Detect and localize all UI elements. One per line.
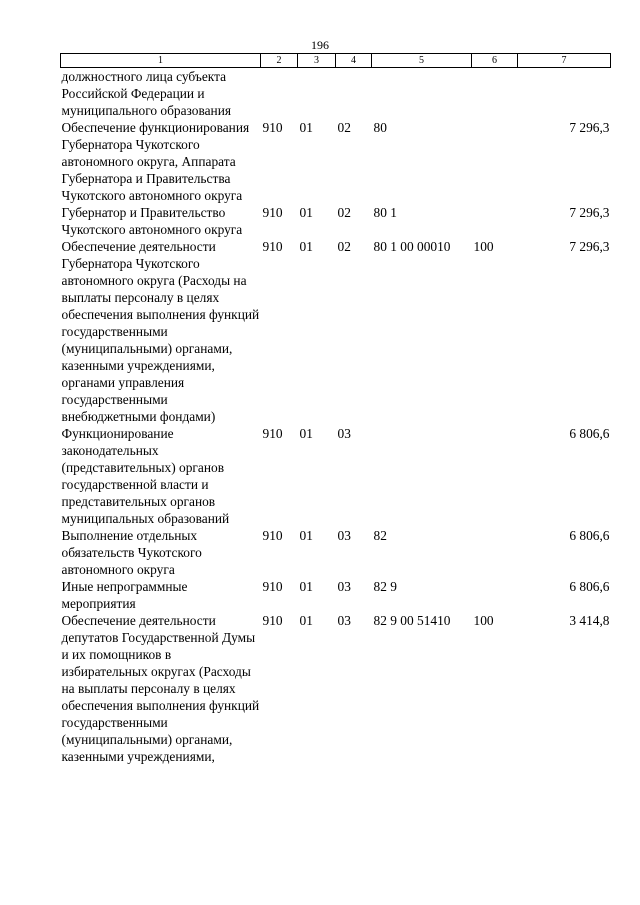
row-expense-type [472,425,518,527]
row-amount: 7 296,3 [569,239,610,254]
table-row [61,578,611,612]
budget-table [60,53,611,765]
row-target: 80 1 00 00010 [373,239,451,254]
row-section: 01 [299,205,313,220]
header-row [61,54,611,68]
row-amount: 7 296,3 [569,205,610,220]
row-section [298,68,336,120]
table-row [61,204,611,238]
column-header-6: 6 [472,54,518,68]
row-target: 82 9 [373,579,397,594]
row-subsection: 03 [337,528,351,543]
row-target [372,425,472,527]
row-expense-type: 100 [473,613,494,628]
table-header [61,54,611,68]
row-name: Обеспечение деятельности депутатов Государственной Думы и их помощников в избирательных округах (Расходы на выплаты персоналу в целях обеспечения выполнения функций государственными (муниципальными) органами, казенными учреждениями, [61,613,260,764]
row-amount [518,68,611,120]
table-row [61,527,611,578]
table-row [61,68,611,120]
row-subsection: 03 [337,579,351,594]
row-subsection: 02 [337,239,351,254]
row-target [372,68,472,120]
column-header-5: 5 [372,54,472,68]
row-ministry: 910 [262,613,283,628]
row-expense-type [472,119,518,204]
table-row [61,238,611,425]
row-name: Выполнение отдельных обязательств Чукотского автономного округа [61,528,202,577]
row-ministry: 910 [262,205,283,220]
row-amount: 6 806,6 [569,579,610,594]
row-amount: 7 296,3 [569,120,610,135]
row-subsection: 03 [337,613,351,628]
row-subsection [336,68,372,120]
table-row [61,425,611,527]
row-ministry: 910 [262,239,283,254]
row-name: Иные непрограммные мероприятия [61,579,188,611]
row-name: Обеспечение деятельности Губернатора Чукотского автономного округа (Расходы на выплаты персоналу в целях обеспечения выполнения функций государственными (муниципальными) органами, казенными учреждениями, органами управления государственными внебюджетными фондами) [61,239,260,424]
row-section: 01 [299,528,313,543]
row-subsection: 02 [337,120,351,135]
column-header-4: 4 [336,54,372,68]
column-header-1: 1 [61,54,261,68]
table-body [61,68,611,766]
column-header-3: 3 [298,54,336,68]
row-amount: 6 806,6 [569,426,610,441]
row-subsection: 03 [337,426,351,441]
row-name: Функционирование законодательных (представительных) органов государственной власти и представительных органов муниципальных образований [61,426,230,526]
page-number: 196 [311,38,329,52]
column-header-7: 7 [518,54,611,68]
column-header-2: 2 [261,54,298,68]
row-expense-type: 100 [473,239,494,254]
row-section: 01 [299,613,313,628]
row-ministry: 910 [262,579,283,594]
row-section: 01 [299,426,313,441]
row-ministry: 910 [262,120,283,135]
row-name: Обеспечение функционирования Губернатора Чукотского автономного округа, Аппарата Губернатора и Правительства Чукотского автономного округа [61,120,250,203]
row-subsection: 02 [337,205,351,220]
row-name: должностного лица субъекта Российской Федерации и муниципального образования [61,69,232,118]
row-ministry [261,68,298,120]
table-row [61,119,611,204]
row-expense-type [472,527,518,578]
row-name: Губернатор и Правительство Чукотского автономного округа [61,205,243,237]
row-amount: 6 806,6 [569,528,610,543]
row-ministry: 910 [262,528,283,543]
row-target: 80 1 [373,205,397,220]
row-section: 01 [299,579,313,594]
row-target: 80 [373,120,387,135]
row-expense-type [472,204,518,238]
row-section: 01 [299,120,313,135]
row-section: 01 [299,239,313,254]
row-expense-type [472,68,518,120]
row-expense-type [472,578,518,612]
row-target: 82 [373,528,387,543]
row-ministry: 910 [262,426,283,441]
table-row [61,612,611,765]
row-target: 82 9 00 51410 [373,613,451,628]
row-amount: 3 414,8 [569,613,610,628]
